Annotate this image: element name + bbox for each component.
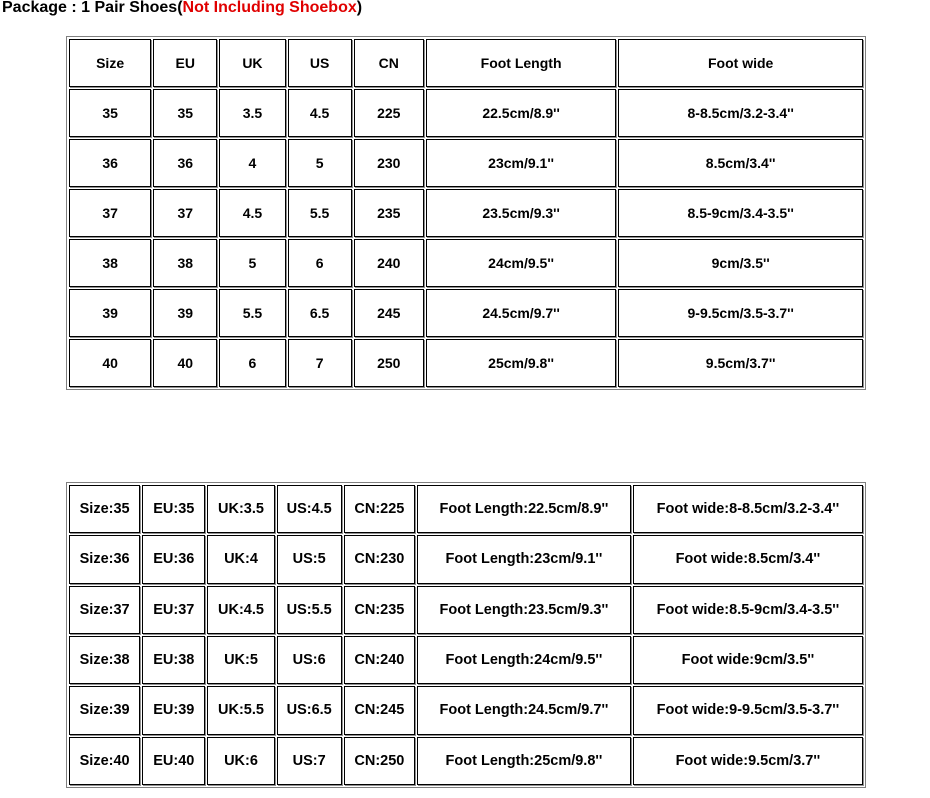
table-cell: 235 [354,189,424,237]
table-cell: EU:39 [142,686,205,734]
table-cell: 40 [69,339,151,387]
table-cell: 38 [153,239,217,287]
table-row [69,586,863,634]
table-cell: UK:5 [207,636,274,684]
table-cell: 4.5 [288,89,352,137]
column-header-foot-length: Foot Length [426,39,616,87]
table-row [69,89,863,137]
table-cell: 23cm/9.1'' [426,139,616,187]
table-row [69,239,863,287]
column-header-cn: CN [354,39,424,87]
table-cell: 6 [219,339,285,387]
table-header-row [69,39,863,87]
column-header-foot-wide: Foot wide [618,39,863,87]
table-cell: 22.5cm/8.9'' [426,89,616,137]
table-cell: 225 [354,89,424,137]
table-row [69,189,863,237]
table-cell: 35 [69,89,151,137]
table-cell: UK:4 [207,535,274,583]
table-cell: EU:38 [142,636,205,684]
package-note-prefix: Package : 1 Pair Shoes( [2,0,183,16]
table-cell: Size:35 [69,485,140,533]
table-cell: 7 [288,339,352,387]
table-cell: 5 [288,139,352,187]
table-cell: 36 [153,139,217,187]
table-cell: EU:40 [142,737,205,785]
table-cell: 9.5cm/3.7'' [618,339,863,387]
table-cell: Foot wide:8-8.5cm/3.2-3.4'' [633,485,863,533]
table-cell: 3.5 [219,89,285,137]
table-row [69,737,863,785]
table-cell: 24.5cm/9.7'' [426,289,616,337]
column-header-eu: EU [153,39,217,87]
table-cell: US:7 [277,737,342,785]
table-cell: 240 [354,239,424,287]
table-cell: Foot wide:8.5cm/3.4'' [633,535,863,583]
table-cell: UK:5.5 [207,686,274,734]
column-header-us: US [288,39,352,87]
table-cell: Foot wide:9-9.5cm/3.5-3.7'' [633,686,863,734]
table-cell: 230 [354,139,424,187]
table-cell: Size:38 [69,636,140,684]
table-cell: Foot Length:22.5cm/8.9'' [417,485,631,533]
table-cell: US:6 [277,636,342,684]
table-cell: US:4.5 [277,485,342,533]
table-cell: EU:37 [142,586,205,634]
table-cell: CN:245 [344,686,415,734]
table-row [69,289,863,337]
table-cell: Size:36 [69,535,140,583]
table-cell: EU:35 [142,485,205,533]
table-cell: Foot Length:25cm/9.8'' [417,737,631,785]
table-cell: 37 [69,189,151,237]
table-row [69,485,863,533]
table-cell: UK:6 [207,737,274,785]
package-note [2,0,362,18]
table-cell: Size:39 [69,686,140,734]
size-chart-table [66,36,866,390]
package-note-highlight: Not Including Shoebox [182,0,357,16]
table-cell: CN:240 [344,636,415,684]
table-cell: US:6.5 [277,686,342,734]
table-cell: Foot Length:23.5cm/9.3'' [417,586,631,634]
package-note-suffix: ) [356,0,363,16]
table-cell: 37 [153,189,217,237]
table-cell: CN:250 [344,737,415,785]
table-cell: UK:3.5 [207,485,274,533]
table-cell: 25cm/9.8'' [426,339,616,387]
table-cell: 35 [153,89,217,137]
table-row [69,139,863,187]
table-cell: Size:37 [69,586,140,634]
table-cell: 38 [69,239,151,287]
table-cell: 5.5 [288,189,352,237]
table-row [69,636,863,684]
table-cell: US:5 [277,535,342,583]
table-cell: 36 [69,139,151,187]
table-row [69,686,863,734]
table-cell: 8.5cm/3.4'' [618,139,863,187]
table-cell: 9-9.5cm/3.5-3.7'' [618,289,863,337]
table-cell: UK:4.5 [207,586,274,634]
table-cell: 245 [354,289,424,337]
table-cell: Foot Length:24.5cm/9.7'' [417,686,631,734]
table-cell: 4.5 [219,189,285,237]
table-cell: US:5.5 [277,586,342,634]
table-cell: 23.5cm/9.3'' [426,189,616,237]
table-cell: 6.5 [288,289,352,337]
table-cell: 9cm/3.5'' [618,239,863,287]
table-cell: 39 [153,289,217,337]
table-cell: 4 [219,139,285,187]
table-cell: 5 [219,239,285,287]
column-header-uk: UK [219,39,285,87]
table-cell: CN:225 [344,485,415,533]
table-cell: 8-8.5cm/3.2-3.4'' [618,89,863,137]
table-cell: CN:230 [344,535,415,583]
table-cell: 250 [354,339,424,387]
table-cell: 5.5 [219,289,285,337]
table-cell: EU:36 [142,535,205,583]
table-row [69,535,863,583]
table-row [69,339,863,387]
table-cell: Foot wide:9.5cm/3.7'' [633,737,863,785]
column-header-size: Size [69,39,151,87]
table-cell: 24cm/9.5'' [426,239,616,287]
table-cell: Foot wide:9cm/3.5'' [633,636,863,684]
table-cell: Size:40 [69,737,140,785]
table-cell: 6 [288,239,352,287]
table-cell: CN:235 [344,586,415,634]
size-chart-labeled-table [66,482,866,788]
table-cell: Foot Length:24cm/9.5'' [417,636,631,684]
table-cell: Foot wide:8.5-9cm/3.4-3.5'' [633,586,863,634]
table-cell: 8.5-9cm/3.4-3.5'' [618,189,863,237]
table-cell: Foot Length:23cm/9.1'' [417,535,631,583]
table-cell: 40 [153,339,217,387]
table-cell: 39 [69,289,151,337]
